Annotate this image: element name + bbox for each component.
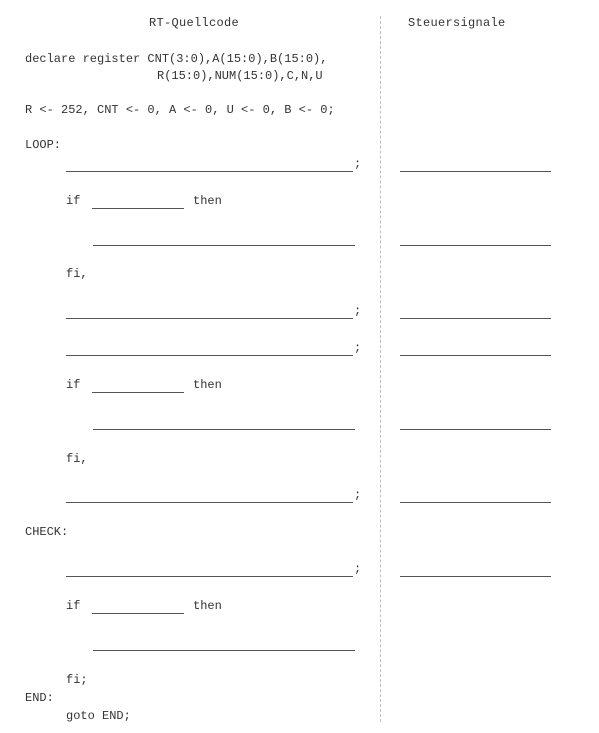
label-check: CHECK: <box>25 525 69 539</box>
if-keyword-2: if <box>66 378 81 392</box>
code-blank-8[interactable] <box>93 650 355 651</box>
signal-blank-2[interactable] <box>400 245 551 246</box>
label-end: END: <box>25 691 54 705</box>
fi-keyword-3: fi; <box>66 673 88 687</box>
code-blank-5[interactable] <box>93 429 355 430</box>
label-loop: LOOP: <box>25 138 62 152</box>
signal-blank-7[interactable] <box>400 576 551 577</box>
if-keyword-1: if <box>66 194 81 208</box>
header-rt-quellcode: RT-Quellcode <box>149 16 240 30</box>
fi-keyword-1: fi, <box>66 267 88 281</box>
then-keyword-2: then <box>193 378 222 392</box>
fi-keyword-2: fi, <box>66 452 88 466</box>
code-blank-7[interactable] <box>66 576 353 577</box>
code-blank-2[interactable] <box>93 245 355 246</box>
init-statement: R <- 252, CNT <- 0, A <- 0, U <- 0, B <- 0; <box>25 103 335 117</box>
header-steuersignale: Steuersignale <box>408 16 506 30</box>
code-blank-4[interactable] <box>66 355 353 356</box>
declare-line-2: R(15:0),NUM(15:0),C,N,U <box>157 69 323 83</box>
then-keyword-1: then <box>193 194 222 208</box>
semicolon-7: ; <box>354 562 362 576</box>
column-divider <box>380 16 381 722</box>
condition-blank-1[interactable] <box>92 208 184 209</box>
code-blank-3[interactable] <box>66 318 353 319</box>
if-keyword-3: if <box>66 599 81 613</box>
semicolon-4: ; <box>354 341 362 355</box>
signal-blank-6[interactable] <box>400 502 551 503</box>
code-blank-1[interactable] <box>66 171 353 172</box>
semicolon-3: ; <box>354 304 362 318</box>
semicolon-6: ; <box>354 488 362 502</box>
signal-blank-3[interactable] <box>400 318 551 319</box>
code-blank-6[interactable] <box>66 502 353 503</box>
condition-blank-2[interactable] <box>92 392 184 393</box>
semicolon-1: ; <box>354 157 362 171</box>
then-keyword-3: then <box>193 599 222 613</box>
declare-line-1: declare register CNT(3:0),A(15:0),B(15:0), <box>25 52 328 66</box>
signal-blank-4[interactable] <box>400 355 551 356</box>
signal-blank-1[interactable] <box>400 171 551 172</box>
goto-end-statement: goto END; <box>66 709 131 723</box>
signal-blank-5[interactable] <box>400 429 551 430</box>
condition-blank-3[interactable] <box>92 613 184 614</box>
